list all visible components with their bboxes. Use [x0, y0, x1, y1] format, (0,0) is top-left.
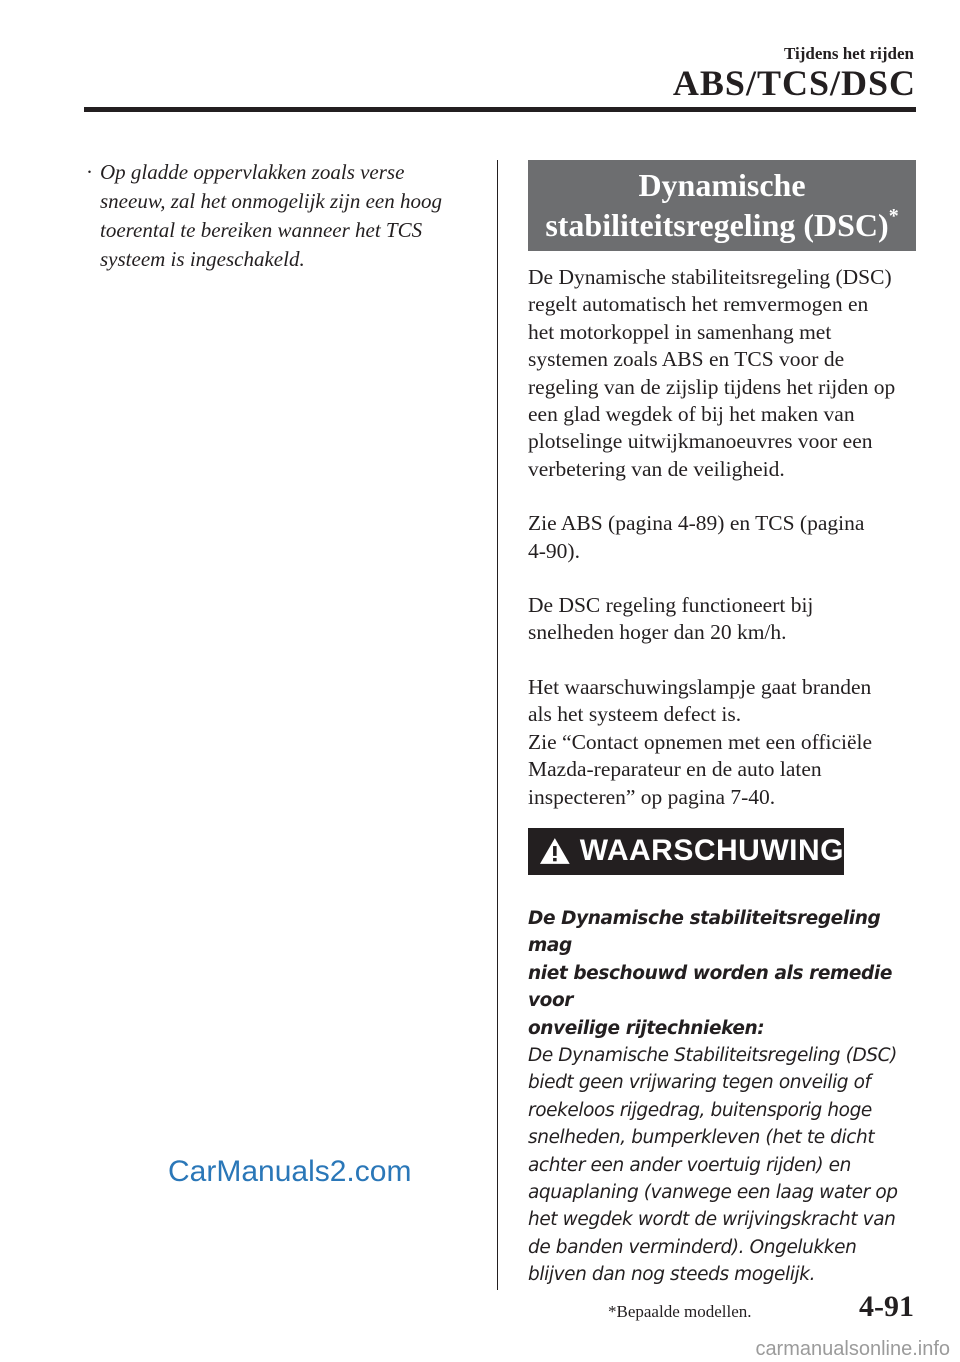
page-number: 4-91	[859, 1290, 914, 1323]
section-heading-line1: Dynamische	[638, 167, 806, 203]
text-line: regelt automatisch het remvermogen en	[528, 292, 869, 317]
speed-paragraph	[528, 592, 918, 647]
warning-line: roekeloos rijgedrag, buitensporig hoge	[528, 1099, 872, 1121]
warning-bold-line: niet beschouwd worden als remedie voor	[528, 962, 892, 1012]
left-column	[84, 158, 484, 274]
text-line: een glad wegdek of bij het maken van	[528, 402, 855, 427]
bottom-watermark: carmanualsonline.info	[755, 1338, 950, 1360]
text-line: inspecteren” op pagina 7-40.	[528, 784, 776, 809]
warning-triangle-icon	[538, 836, 572, 866]
bullet-dot: ·	[86, 160, 93, 184]
text-line: verbetering van de veiligheid.	[528, 456, 785, 481]
warning-bold-line: onveilige rijtechnieken:	[528, 1017, 765, 1039]
warning-light-paragraph	[528, 674, 918, 811]
section-heading	[528, 160, 916, 251]
warning-line: het wegdek wordt de wrijvingskracht van	[528, 1209, 896, 1231]
warning-line: De Dynamische Stabiliteitsregeling (DSC)	[528, 1044, 897, 1066]
header-rule	[84, 107, 916, 112]
column-divider	[497, 160, 498, 1290]
warning-line: snelheden, bumperkleven (het te dicht	[528, 1127, 875, 1149]
text-line: als het systeem defect is.	[528, 702, 742, 727]
warning-label: WAARSCHUWING	[579, 834, 844, 868]
warning-line: aquaplaning (vanwege een laag water op	[528, 1181, 898, 1203]
text-line: Zie “Contact opnemen met een officiële	[528, 729, 873, 754]
reference-paragraph	[528, 510, 918, 565]
warning-banner	[528, 828, 844, 875]
page-title: ABS/TCS/DSC	[672, 63, 916, 103]
text-line: snelheden hoger dan 20 km/h.	[528, 620, 787, 645]
text-line: De Dynamische stabiliteitsregeling (DSC)	[528, 265, 892, 289]
text-line: Mazda-reparateur en de auto laten	[528, 757, 822, 782]
watermark: CarManuals2.com	[168, 1155, 412, 1188]
section-heading-line2	[528, 205, 916, 245]
text-line: plotselinge uitwijkmanoeuvres voor een	[528, 429, 873, 454]
bullet-item	[84, 158, 484, 274]
bullet-line: systeem is ingeschakeld.	[100, 247, 305, 271]
warning-line: blijven dan nog steeds mogelijk.	[528, 1264, 816, 1286]
bullet-line: toerental te bereiken wanneer het TCS	[100, 218, 423, 242]
warning-line: biedt geen vrijwaring tegen onveilig of	[528, 1072, 871, 1094]
bullet-line: Op gladde oppervlakken zoals verse	[100, 160, 405, 184]
section-heading-text: stabiliteitsregeling (DSC)	[545, 207, 889, 243]
warning-line: achter een ander voertuig rijden) en	[528, 1154, 851, 1176]
text-line: systemen zoals ABS en TCS voor de	[528, 347, 845, 372]
warning-bold-line: De Dynamische stabiliteitsregeling mag	[528, 907, 881, 957]
text-line: regeling van de zijslip tijdens het rijden op	[528, 374, 896, 399]
text-line: 4-90).	[528, 538, 580, 563]
bullet-line: sneeuw, zal het onmogelijk zijn een hoog	[100, 189, 442, 213]
text-line: Zie ABS (pagina 4-89) en TCS (pagina	[528, 511, 865, 536]
dsc-description	[528, 264, 918, 483]
right-column	[528, 160, 918, 1289]
header-section-label: Tijdens het rijden	[783, 44, 914, 63]
text-line: De DSC regeling functioneert bij	[528, 593, 814, 618]
warning-line: de banden verminderd). Ongelukken	[528, 1236, 857, 1258]
text-line: het motorkoppel in samenhang met	[528, 319, 832, 344]
footnote-marker: *	[888, 205, 899, 227]
footnote: *Bepaalde modellen.	[608, 1302, 752, 1321]
text-line: Het waarschuwingslampje gaat branden	[528, 674, 872, 699]
warning-text	[528, 905, 918, 1289]
